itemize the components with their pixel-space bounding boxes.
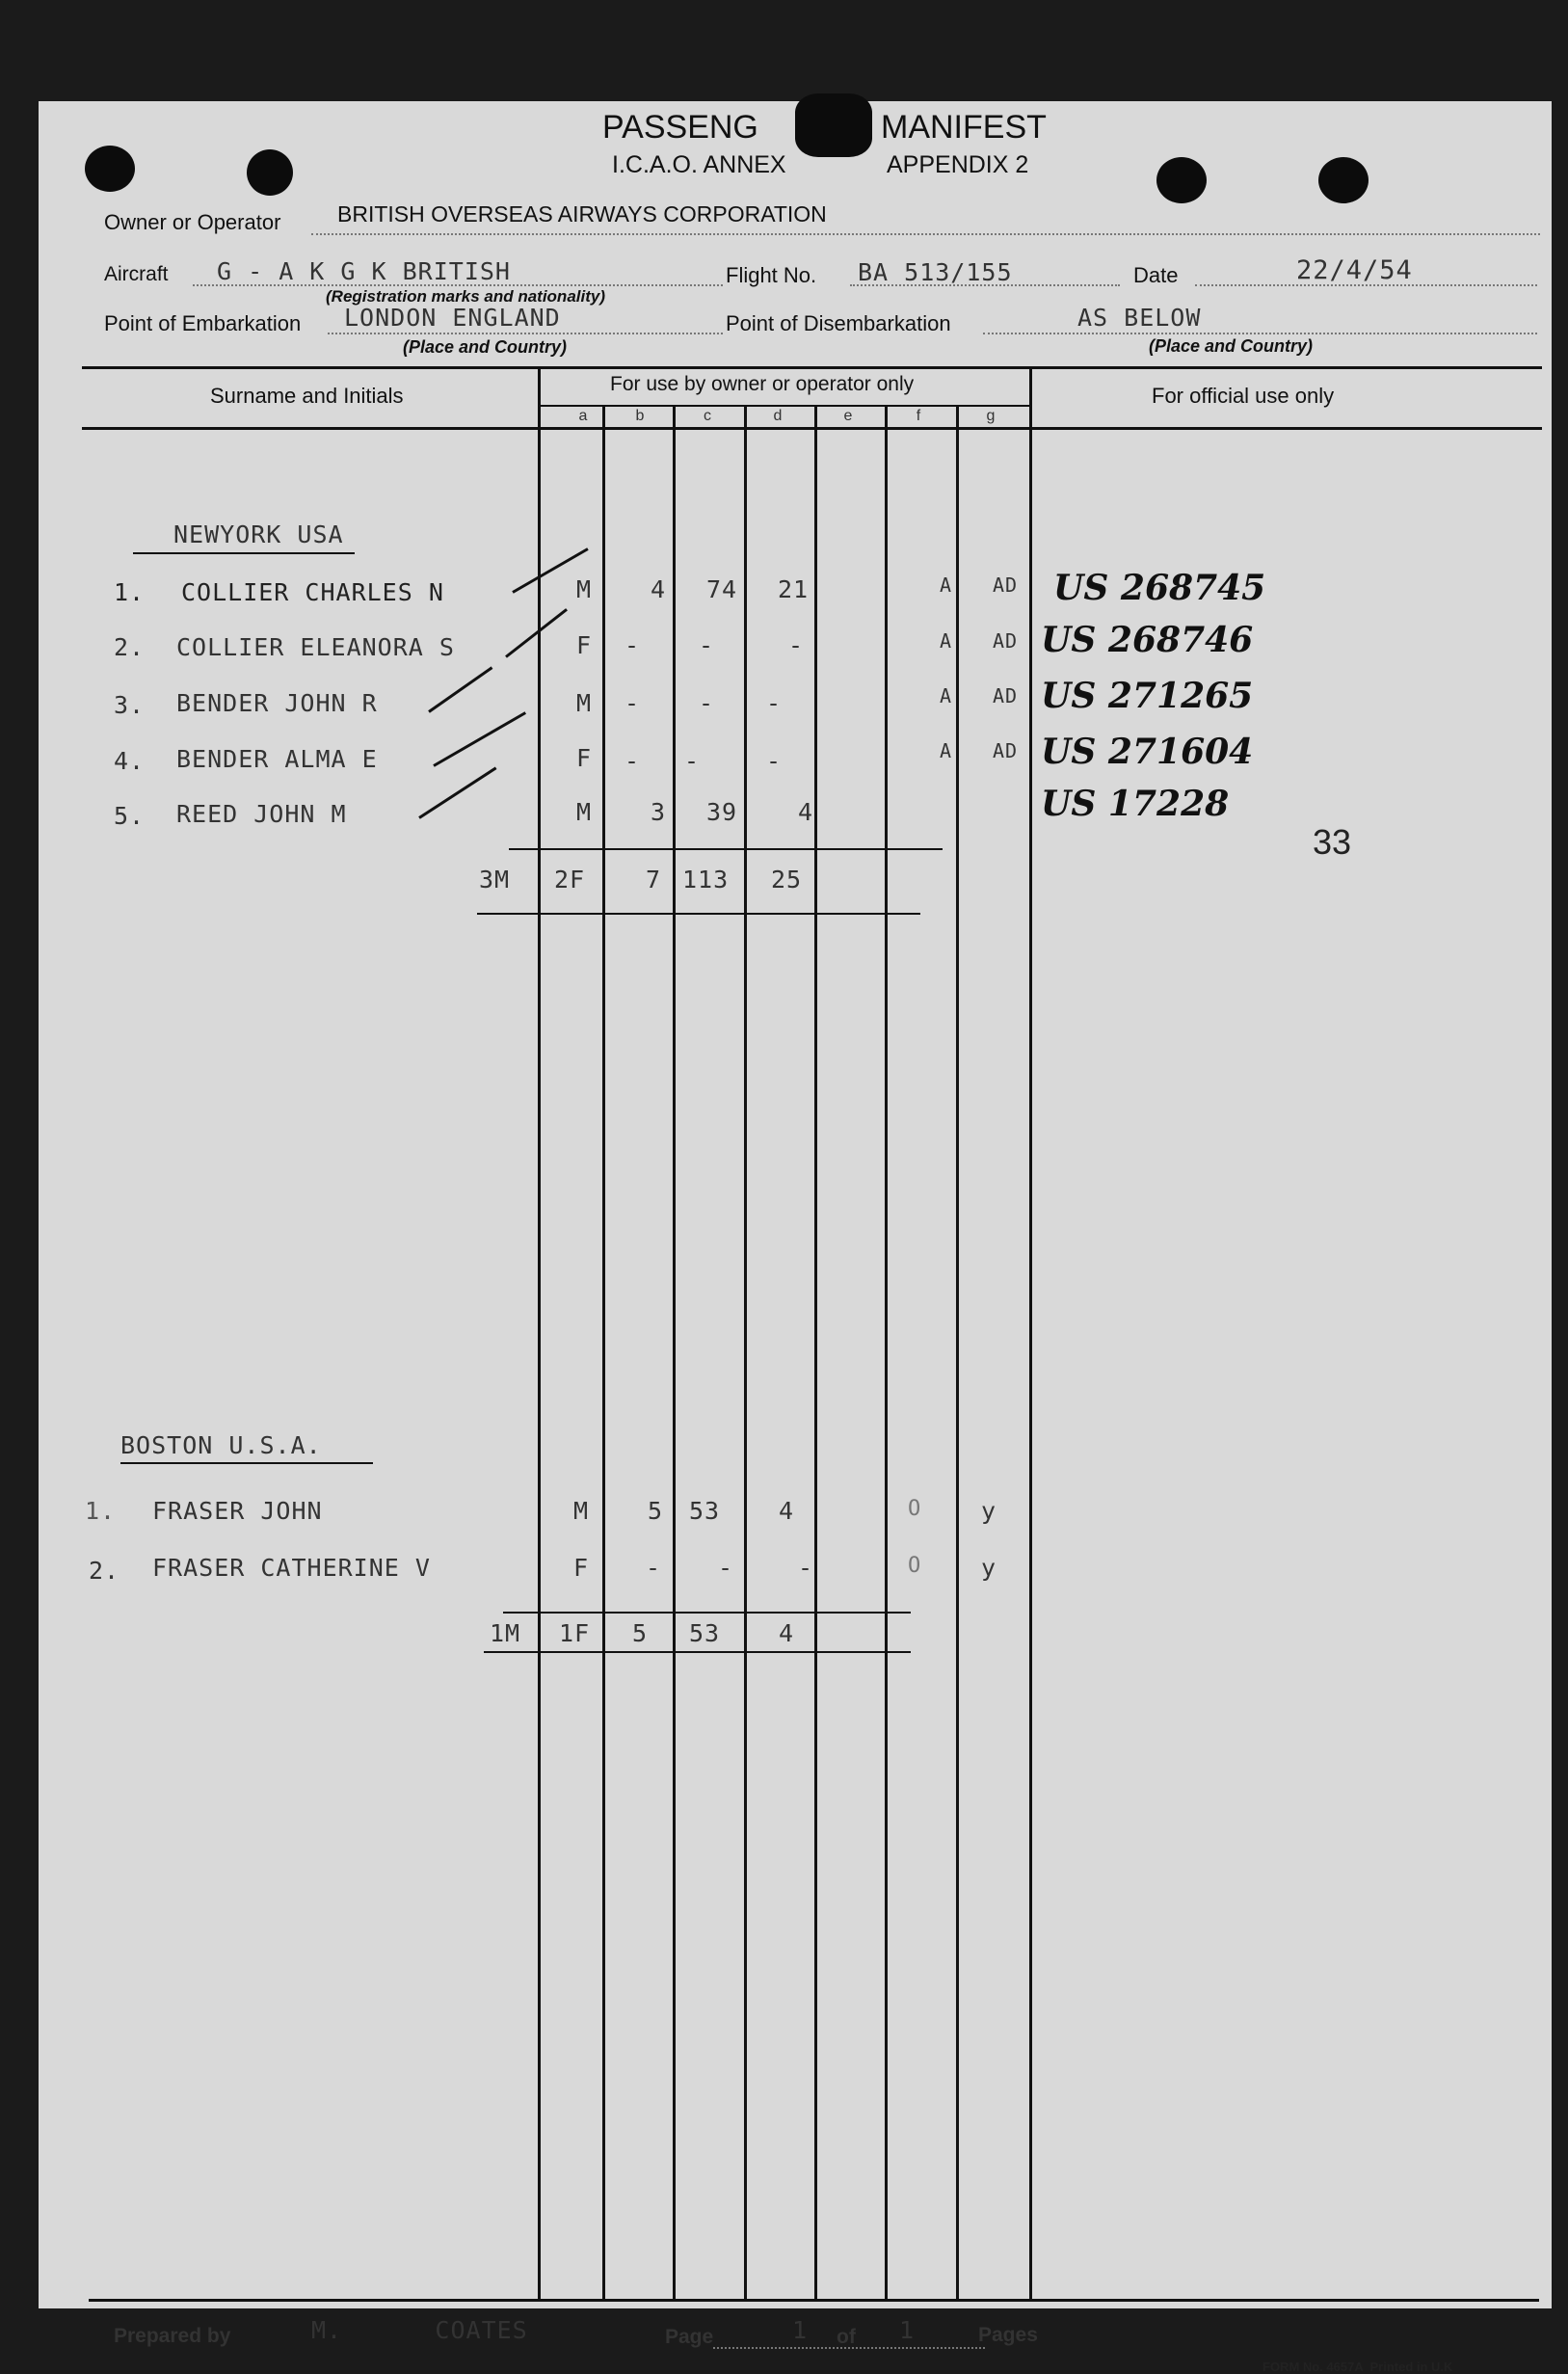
cell-a: F bbox=[576, 631, 593, 659]
col-letter-e: e bbox=[843, 408, 853, 424]
passenger-name: FRASER CATHERINE V bbox=[152, 1554, 431, 1582]
footer-rule bbox=[89, 2299, 1539, 2302]
cell-c: - bbox=[718, 1554, 734, 1582]
cell-f: A bbox=[940, 739, 953, 762]
destination-boston: BOSTON U.S.A. bbox=[120, 1431, 322, 1459]
passenger-name: COLLIER ELEANORA S bbox=[176, 633, 455, 661]
passenger-name: REED JOHN M bbox=[176, 800, 347, 828]
cell-f: A bbox=[940, 629, 953, 653]
cell-d: - bbox=[788, 631, 805, 659]
cell-d: 21 bbox=[778, 575, 810, 603]
col-operator-header: For use by owner or operator only bbox=[610, 373, 915, 395]
cell-g: y bbox=[981, 1554, 997, 1582]
page-label: Page bbox=[665, 2326, 714, 2348]
col-rule-right bbox=[1029, 366, 1032, 2299]
of-dots bbox=[860, 2347, 985, 2349]
cell-g: AD bbox=[993, 684, 1019, 707]
destination-boston-underline bbox=[120, 1462, 373, 1464]
totals-bottom-rule bbox=[477, 913, 920, 915]
manifest-sheet bbox=[39, 101, 1552, 2374]
col-letter-d: d bbox=[773, 408, 783, 424]
destination-newyork: NEWYORK USA bbox=[173, 520, 344, 548]
punch-hole-left-1 bbox=[85, 146, 135, 192]
cell-a: F bbox=[576, 744, 593, 772]
cell-f: O bbox=[908, 1497, 922, 1521]
cell-c: - bbox=[699, 631, 715, 659]
owner-dots bbox=[311, 233, 1540, 235]
total-b: 5 bbox=[632, 1619, 649, 1647]
aircraft-label: Aircraft bbox=[104, 263, 169, 285]
col-rule-left bbox=[538, 366, 541, 2299]
cell-a: F bbox=[573, 1554, 590, 1582]
cell-d: - bbox=[766, 747, 783, 775]
table-top-rule bbox=[82, 366, 1542, 369]
cell-d: 4 bbox=[779, 1497, 795, 1525]
disembarkation-label: Point of Disembarkation bbox=[726, 311, 951, 335]
punch-hole-right-1 bbox=[1156, 157, 1207, 203]
page-number-mark: 33 bbox=[1313, 822, 1352, 862]
col-letter-b: b bbox=[635, 408, 645, 424]
embarkation-dots bbox=[328, 333, 723, 334]
row-number: 1. bbox=[114, 578, 146, 606]
cell-g: AD bbox=[993, 573, 1019, 597]
total-men: 3M bbox=[479, 866, 511, 894]
cell-b: - bbox=[646, 1554, 662, 1582]
date-value: 22/4/54 bbox=[1296, 255, 1413, 285]
cell-g: AD bbox=[993, 629, 1019, 653]
of-value: 1 bbox=[899, 2316, 916, 2344]
cell-f: O bbox=[908, 1554, 922, 1578]
total-a: 1F bbox=[559, 1619, 591, 1647]
flight-label: Flight No. bbox=[726, 263, 817, 287]
row-number: 3. bbox=[114, 691, 146, 719]
cell-b: 3 bbox=[651, 798, 667, 826]
aircraft-sublabel: (Registration marks and nationality) bbox=[326, 287, 605, 306]
cell-d: 4 bbox=[798, 798, 814, 826]
form-number: FORM No. 4657A Printed in U.K bbox=[1262, 2360, 1453, 2374]
aircraft-value: G - A K G K BRITISH bbox=[217, 257, 511, 285]
pages-label: Pages bbox=[978, 2324, 1038, 2346]
cell-c: 39 bbox=[706, 798, 738, 826]
title-right: MANIFEST bbox=[881, 109, 1047, 146]
prepared-by-label: Prepared by bbox=[114, 2325, 231, 2347]
cell-a: M bbox=[576, 689, 593, 717]
flight-value: BA 513/155 bbox=[858, 258, 1013, 286]
total-c: 53 bbox=[689, 1619, 721, 1647]
totals-bottom-rule bbox=[484, 1651, 911, 1653]
check-mark bbox=[433, 711, 526, 767]
official-passport: US 271604 bbox=[1041, 732, 1254, 772]
passenger-name: BENDER ALMA E bbox=[176, 745, 378, 773]
embarkation-sublabel: (Place and Country) bbox=[403, 337, 568, 357]
total-c: 113 bbox=[682, 866, 730, 894]
check-mark bbox=[505, 608, 568, 658]
check-mark bbox=[428, 666, 492, 712]
passenger-name: FRASER JOHN bbox=[152, 1497, 323, 1525]
punch-hole-right-2 bbox=[1318, 157, 1369, 203]
total-men: 1M bbox=[490, 1619, 521, 1647]
col-rule-fg bbox=[956, 405, 959, 2299]
table-header-bottom-rule bbox=[82, 427, 1542, 430]
row-number: 4. bbox=[114, 747, 146, 775]
of-label: of bbox=[837, 2326, 856, 2348]
official-passport: US 17228 bbox=[1041, 784, 1230, 824]
col-letter-g: g bbox=[986, 408, 996, 424]
owner-label: Owner or Operator bbox=[104, 210, 281, 234]
date-label: Date bbox=[1133, 263, 1179, 287]
official-passport: US 268746 bbox=[1041, 620, 1254, 660]
embarkation-label: Point of Embarkation bbox=[104, 311, 302, 335]
title-left: PASSENG bbox=[602, 109, 758, 146]
row-number: 2. bbox=[89, 1557, 120, 1585]
col-letter-f: f bbox=[916, 408, 921, 424]
total-d: 4 bbox=[779, 1619, 795, 1647]
disembarkation-value: AS BELOW bbox=[1077, 304, 1202, 332]
subtitle-left: I.C.A.O. ANNEX bbox=[612, 151, 786, 178]
cell-g: AD bbox=[993, 739, 1019, 762]
punch-hole-left-2 bbox=[247, 149, 293, 196]
torn-notch bbox=[795, 93, 872, 157]
col-rule-ef bbox=[885, 405, 888, 2299]
col-letter-a: a bbox=[578, 408, 588, 424]
cell-g: y bbox=[981, 1497, 997, 1525]
total-d: 25 bbox=[771, 866, 803, 894]
check-mark bbox=[418, 767, 496, 819]
col-rule-ab bbox=[602, 405, 605, 2299]
cell-c: - bbox=[699, 689, 715, 717]
cell-b: - bbox=[625, 747, 641, 775]
subtitle-right: APPENDIX 2 bbox=[887, 151, 1029, 178]
cell-b: 4 bbox=[651, 575, 667, 603]
cell-c: 53 bbox=[689, 1497, 721, 1525]
cell-d: - bbox=[766, 689, 783, 717]
cell-f: A bbox=[940, 684, 953, 707]
col-letter-c: c bbox=[704, 408, 711, 424]
embarkation-value: LONDON ENGLAND bbox=[344, 304, 561, 332]
cell-c: - bbox=[684, 747, 701, 775]
cell-b: - bbox=[625, 631, 641, 659]
row-number: 1. bbox=[85, 1497, 117, 1525]
cell-f: A bbox=[940, 573, 953, 597]
official-passport: US 271265 bbox=[1041, 676, 1254, 716]
col-surname-header: Surname and Initials bbox=[210, 384, 404, 408]
owner-value: BRITISH OVERSEAS AIRWAYS CORPORATION bbox=[337, 201, 827, 227]
cell-c: 74 bbox=[706, 575, 738, 603]
col-official-header: For official use only bbox=[1152, 384, 1335, 408]
destination-newyork-underline bbox=[133, 552, 355, 554]
col-rule-bc bbox=[673, 405, 676, 2299]
total-b: 7 bbox=[646, 866, 662, 894]
cell-b: 5 bbox=[648, 1497, 664, 1525]
totals-top-rule bbox=[503, 1612, 911, 1614]
col-rule-de bbox=[814, 405, 817, 2299]
disembarkation-dots bbox=[983, 333, 1537, 334]
official-passport: US 268745 bbox=[1053, 568, 1266, 608]
totals-top-rule bbox=[509, 848, 943, 850]
page-value: 1 bbox=[792, 2316, 809, 2344]
total-a: 2F bbox=[554, 866, 586, 894]
cell-d: - bbox=[798, 1554, 814, 1582]
passenger-name: BENDER JOHN R bbox=[176, 689, 378, 717]
disembarkation-sublabel: (Place and Country) bbox=[1149, 336, 1314, 356]
row-number: 2. bbox=[114, 633, 146, 661]
col-rule-cd bbox=[744, 405, 747, 2299]
cell-a: M bbox=[576, 798, 593, 826]
cell-a: M bbox=[573, 1497, 590, 1525]
cell-b: - bbox=[625, 689, 641, 717]
passenger-name: COLLIER CHARLES N bbox=[181, 578, 444, 606]
prepared-by-value: M. COATES bbox=[311, 2316, 528, 2344]
row-number: 5. bbox=[114, 802, 146, 830]
cell-a: M bbox=[576, 575, 593, 603]
